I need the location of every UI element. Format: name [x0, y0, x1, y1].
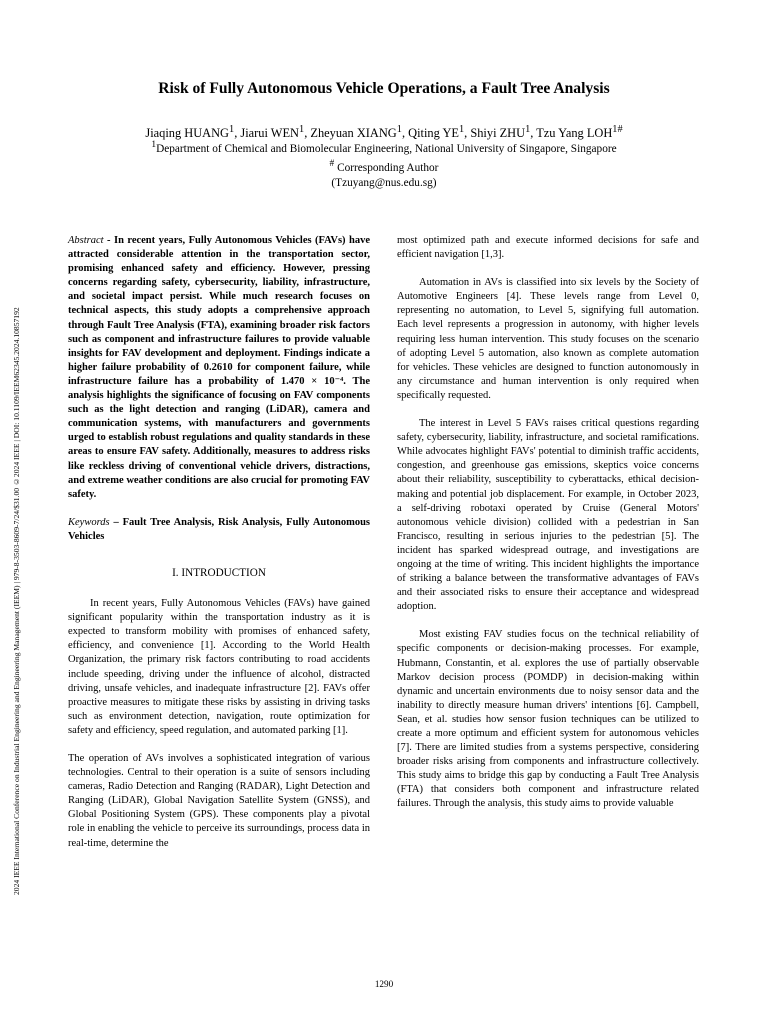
author: Zheyuan XIANG — [310, 126, 397, 141]
paper-title: Risk of Fully Autonomous Vehicle Operations, a Fault Tree Analysis — [158, 80, 610, 97]
author: Jiarui WEN — [240, 126, 300, 141]
contact-email: (Tzuyang@nus.edu.sg) — [331, 176, 437, 189]
author-list: Jiaqing HUANG$^1$, Jiarui WEN$^1$, Zheyuan XIANG$^1$, Qiting $YE^1$, Shiyi ZHU$^1$, Tzu Yang $LOH^{1\#}$ — [145, 124, 623, 141]
left-column — [68, 234, 370, 851]
author-superscript: 1 — [458, 124, 465, 135]
author: Qiting YE — [408, 126, 459, 141]
author-superscript: 1 — [396, 124, 402, 135]
body-paragraph: most optimized path and execute informed decisions for safe and efficient navigation [1,3]. — [397, 235, 699, 261]
abstract-text: - In recent years, Fully Autonomous Vehicles (FAVs) have attracted considerable attention in the transportation sector, promising enhanced safety and efficiency. However, pressing concerns regarding safety, cybersecurity, liability, infrastructure, and societal impact persist. While much research focuses on technical aspects, this study adopts a comprehensive approach through Fault Tree Analysis (FTA), examining broader risk factors such as component and infrastructure failures to provide valuable insights for FAV development and deployment. Findings indicate a higher failure probability of 0.2610 for component failure, while infrastructure failure has a probability of 1.470 × 10⁻⁴. The analysis highlights the significance of focusing on FAV components such as the light detection and ranging (LiDAR), camera and communication systems, with manufacturers and governments urged to establish robust regulations and quality standards in these areas to ensure FAV safety. Additionally, measures to address risks like reckless driving of conventional vehicle drivers, distractions, and extreme weather conditions are also crucial for promoting FAV safety. — [68, 235, 370, 500]
body-paragraph: The interest in Level 5 FAVs raises critical questions regarding safety, cybersecurity, liability, infrastructure, and societal ramifications. While advocates highlight FAVs' potential to diminish traffic accidents, congestion, and greenhouse gas emissions, skeptics voice concerns about their reliability, susceptibility to cyberattacks, ethical decision-making and potential job displacement. For example, in October 2023, a self-driving robotaxi operated by Cruise (General Motors' autonomous vehicle division) collided with a pedestrian in San Francisco, resulting in serious injuries to the pedestrian [5]. The incident has sparked widespread outrage, and investigations are ongoing at the time of writing. This incident highlights the importance of striking a balance between the transformative advantages of FAVs and their associated risks to ensure their acceptance and widespread adoption. — [397, 418, 699, 613]
page-number: 1290 — [374, 979, 394, 989]
body-paragraph: In recent years, Fully Autonomous Vehicles (FAVs) have gained significant popularity within the transportation industry as it is expected to transform mobility with promises of enhanced safety, efficiency, and convenience [1]. According to the World Health Organization, the primary risk factors contributing to road accidents include speeding, driving under the influence of alcohol, distracted driving, unsafe vehicles, and inadequate infrastructure [2]. FAVs offer proactive measures to mitigate these risks by assisting in driving tasks such as environment detection, navigation, route optimization for safety and efficiency, speed regulation, and automated parking [1]. — [68, 598, 370, 736]
author: Jiaqing HUANG — [145, 126, 230, 141]
author-superscript: 1 — [299, 124, 305, 135]
affiliation-block — [60, 138, 708, 191]
abstract-label: Abstract — [68, 235, 104, 246]
author-superscript: 1# — [612, 124, 623, 135]
keywords — [68, 516, 370, 544]
conference-doi-margin-note: 2024 IEEE International Conference on Industrial Engineering and Engineering Management (IEEM) | 979-8-3503-8609-7/24/$31.00 ©2024 IEEE | DOI: 10.1109/IEEM62345.2024.10857192 — [12, 307, 21, 895]
body-paragraph: Most existing FAV studies focus on the technical reliability of specific components or decision-making processes. For example, Hubmann, Constantin, et al. explores the use of partially observable Markov decision process (POMDP) in decision-making within dynamic and uncertain environments due to noisy sensor data and the inability to directly measure human drivers' intentions [6]. Campbell, Sean, et al. studies how sensor fusion techniques can be utilized to create a more optimum and efficient system for autonomous vehicles [7]. There are limited studies from a systems perspective, considering broader risks arising from components and infrastructure collectively. This study aims to bridge this gap by conducting a Fault Tree Analysis (FTA) that considers both component and infrastructure related failures. Through the analysis, this study aims to provide valuable — [397, 629, 699, 810]
corresponding-superscript: # — [329, 158, 335, 169]
corresponding-text: Corresponding Author — [334, 161, 439, 174]
author: Tzu Yang LOH — [536, 126, 613, 141]
body-paragraph: The operation of AVs involves a sophisticated integration of various technologies. Central to their operation is a suite of sensors including cameras, Radio Detection and Ranging (RADAR), Light Detection and Ranging (LiDAR), Global Navigation Satellite System (GNSS), and Global Positioning System (GPS). These components play a pivotal role in enabling the vehicle to perceive its surroundings, process data in real-time, determine the — [68, 753, 370, 849]
body-paragraph: Automation in AVs is classified into six levels by the Society of Automotive Engineers [4]. These levels range from Level 0, representing no automation, to Level 5, signifying full automation. Each level represents a progression in autonomy, with higher levels requiring less human intervention. This study focuses on the scenario of adopting Level 5 automation, also known as complete automation for vehicles. These vehicles are designed to function autonomously in any circumstance and human intervention is only required when specifically requested. — [397, 277, 699, 401]
affiliation-text: Department of Chemical and Biomolecular Engineering, National University of Singapore, Singapore — [156, 142, 617, 155]
author-superscript: 1 — [229, 124, 235, 135]
keywords-label: Keywords — [68, 516, 110, 528]
author-superscript: 1 — [525, 124, 531, 135]
section-heading: I. INTRODUCTION — [172, 566, 266, 579]
right-column — [397, 234, 699, 812]
keywords-text: – Fault Tree Analysis, Risk Analysis, Fully Autonomous Vehicles — [68, 516, 370, 542]
author: Shiyi ZHU — [470, 126, 526, 141]
corresponding-author — [60, 157, 708, 176]
affiliation — [60, 138, 708, 157]
affiliation-superscript: 1 — [151, 140, 157, 150]
abstract — [68, 234, 370, 502]
